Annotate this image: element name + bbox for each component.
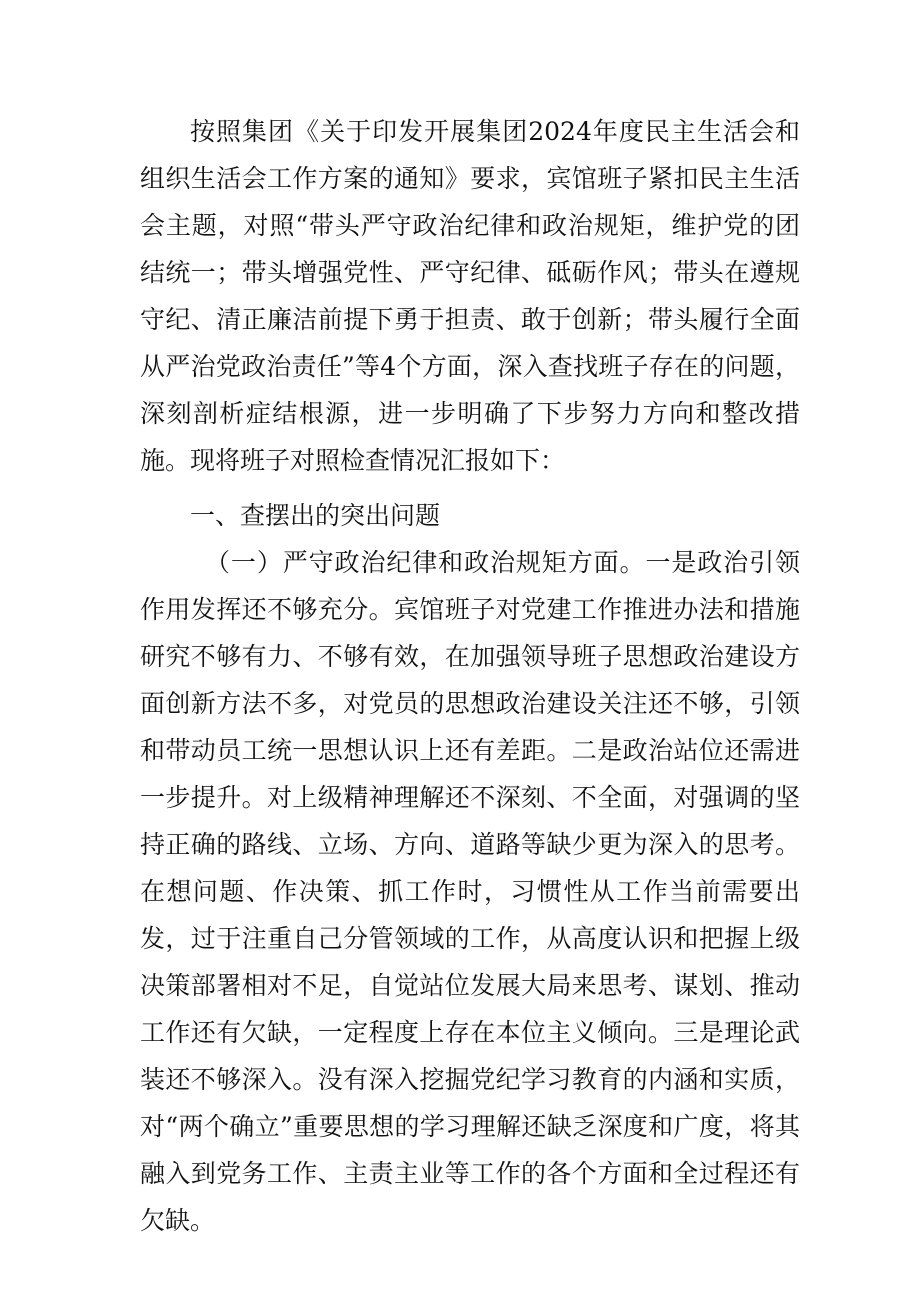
document-body — [140, 108, 800, 1244]
intro-paragraph: 按照集团《关于印发开展集团2024年度民主生活会和组织生活会工作方案的通知》要求，宾馆班子紧扣民主生活会主题，对照“带头严守政治纪律和政治规矩，维护党的团结统一；带头增强党性、严守纪律、砥砺作风；带头在遵规守纪、清正廉洁前提下勇于担责、敢于创新；带头履行全面从严治党政治责任”等4个方面，深入查找班子存在的问题，深刻剖析症结根源，进一步明确了下步努力方向和整改措施。现将班子对照检查情况汇报如下： — [140, 117, 800, 475]
section-heading: 一、查摆出的突出问题 — [190, 501, 441, 530]
subsection-paragraph: （一）严守政治纪律和政治规矩方面。一是政治引领作用发挥还不够充分。宾馆班子对党建工作推进办法和措施研究不够有力、不够有效，在加强领导班子思想政治建设方面创新方法不多，对党员的思想政治建设关注还不够，引领和带动员工统一思想认识上还有差距。二是政治站位还需进一步提升。对上级精神理解还不深刻、不全面，对强调的坚持正确的路线、立场、方向、道路等缺少更为深入的思考。在想问题、作决策、抓工作时，习惯性从工作当前需要出发，过于注重自己分管领域的工作，从高度认识和把握上级决策部署相对不足，自觉站位发展大局来思考、谋划、推动工作还有欠缺，一定程度上存在本位主义倾向。三是理论武装还不够深入。没有深入挖掘党纪学习教育的内涵和实质，对“两个确立”重要思想的学习理解还缺乏深度和广度，将其融入到党务工作、主责主业等工作的各个方面和全过程还有欠缺。 — [140, 548, 800, 1235]
